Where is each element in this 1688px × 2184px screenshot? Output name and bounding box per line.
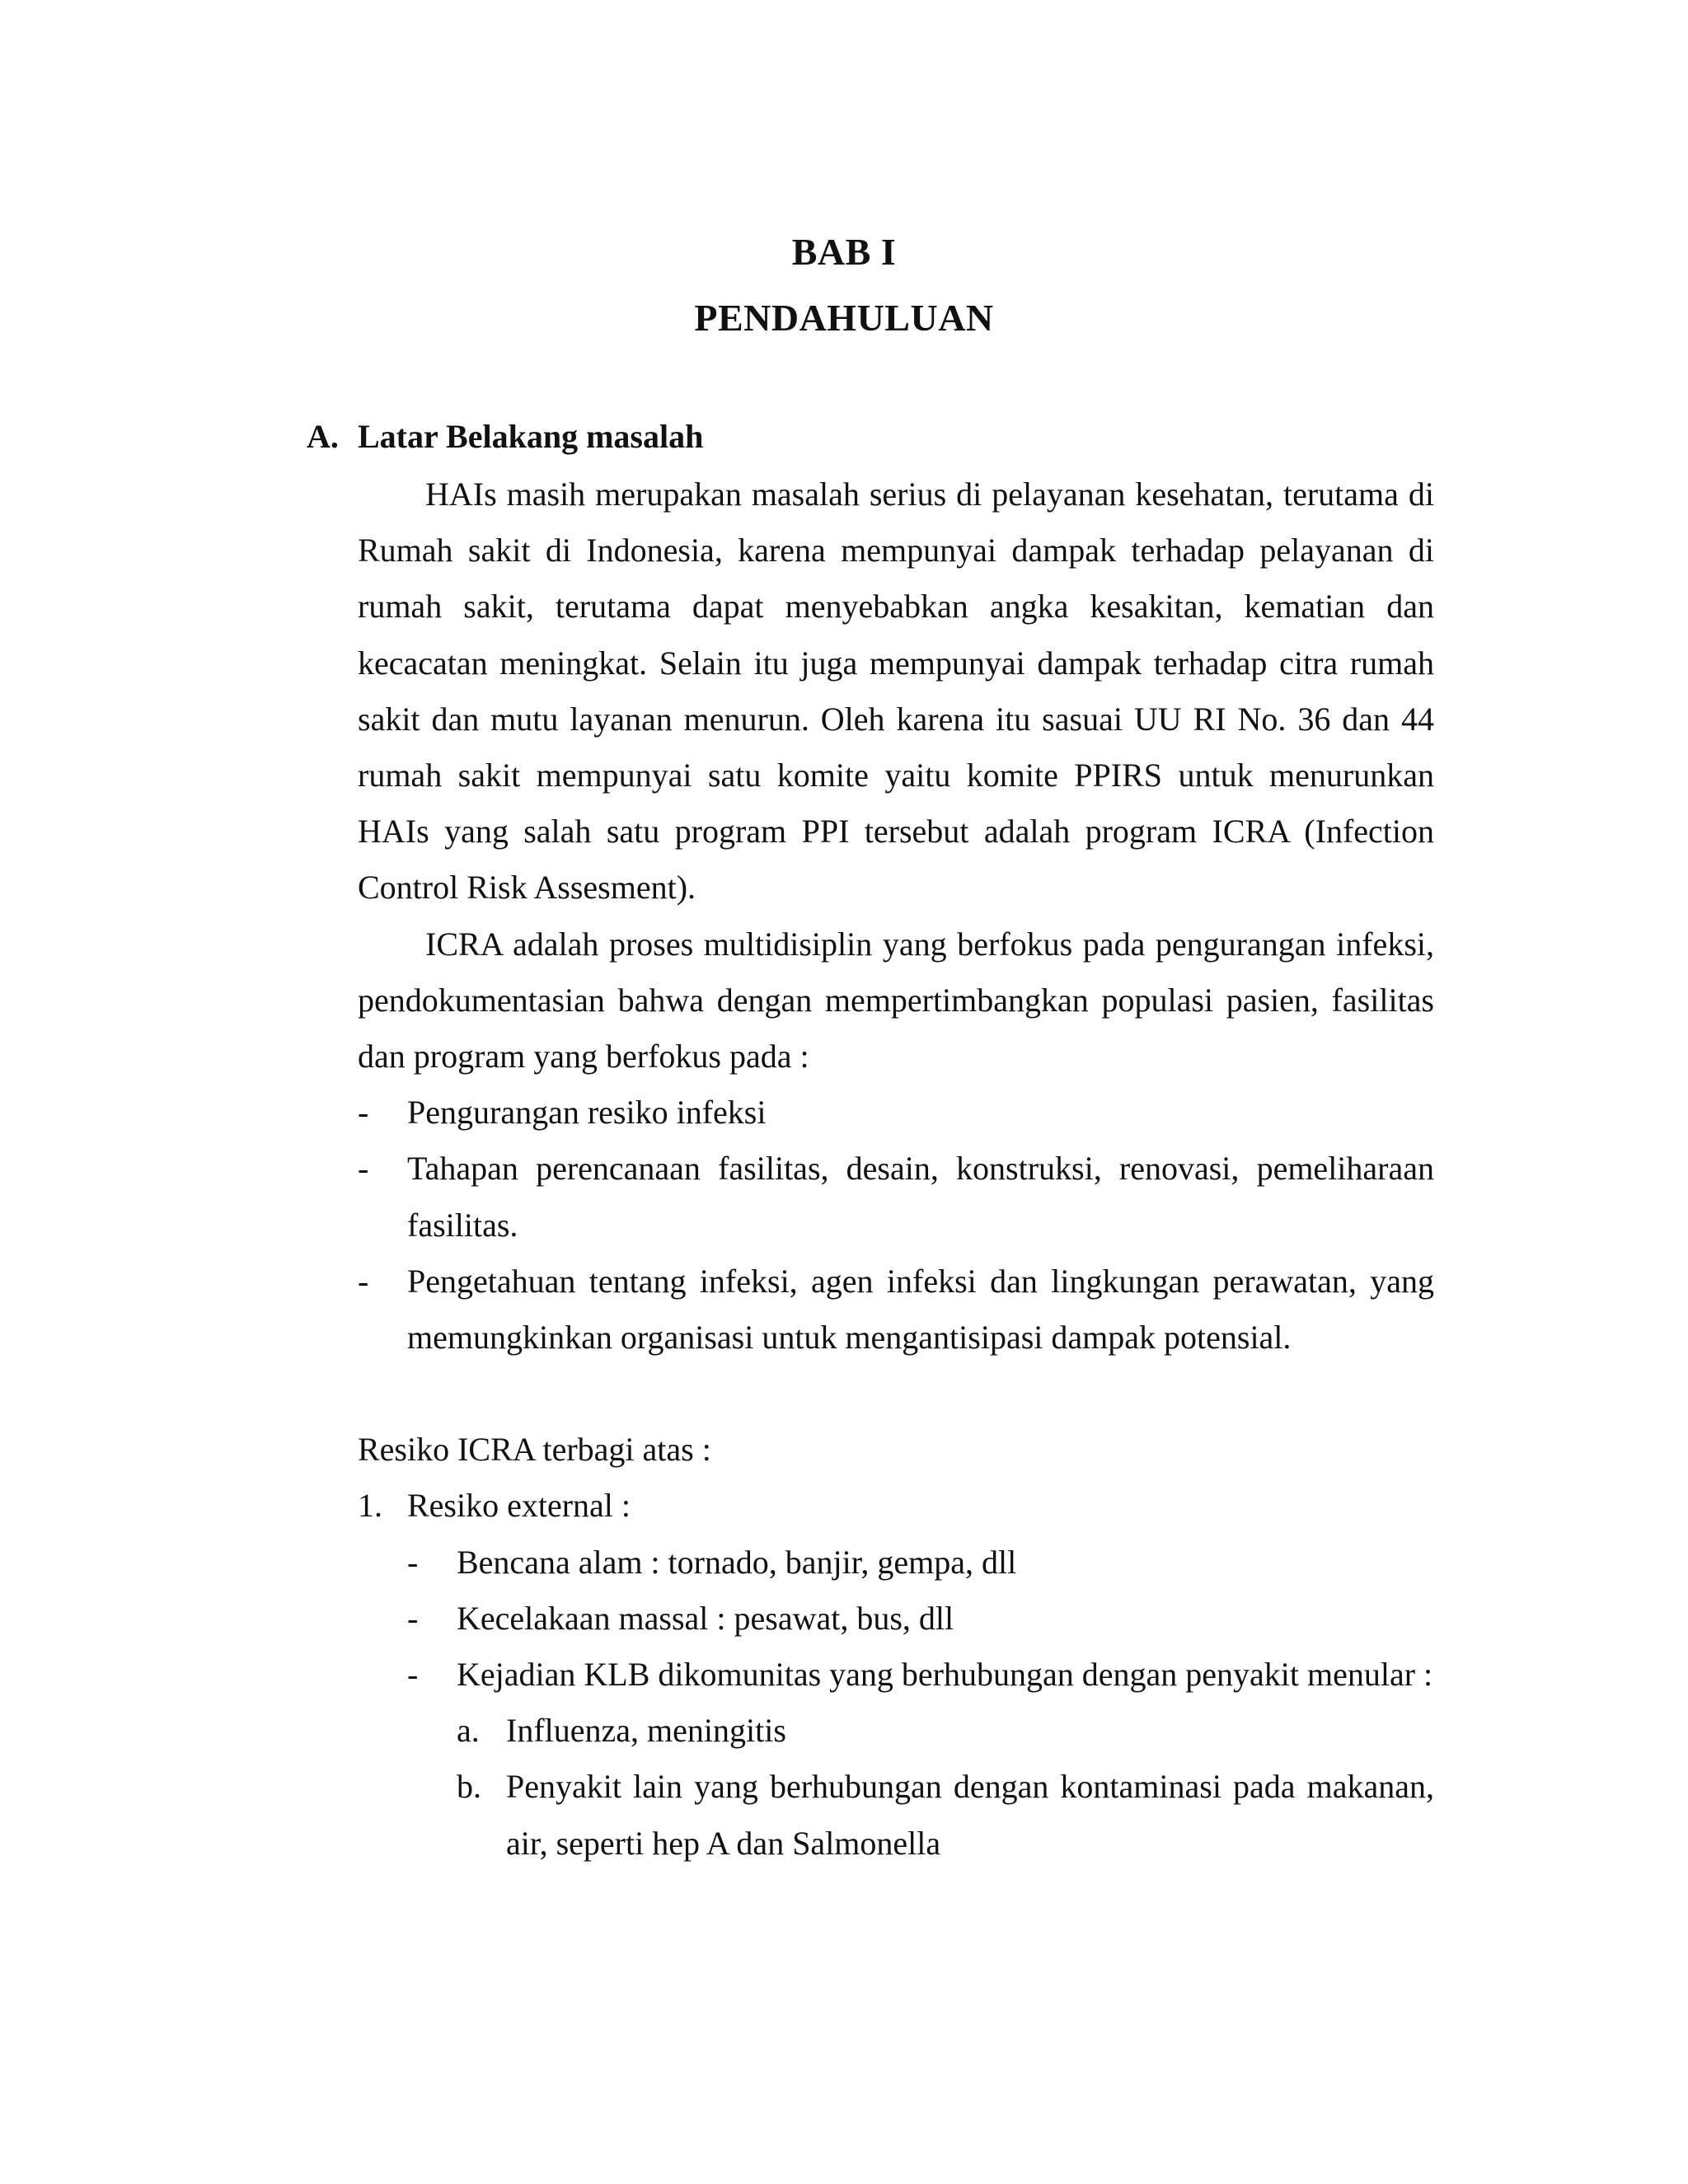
list-item-text: Kecelakaan massal : pesawat, bus, dll xyxy=(457,1599,954,1637)
list-marker: - xyxy=(407,1656,419,1694)
list-marker: a. xyxy=(457,1712,480,1750)
disease-list xyxy=(457,1703,1434,1872)
list-item xyxy=(358,1254,1434,1366)
list-marker: 1. xyxy=(358,1487,382,1525)
section-body xyxy=(358,466,1434,1872)
list-item xyxy=(407,1535,1434,1591)
list-item xyxy=(358,1141,1434,1253)
risk-list xyxy=(358,1478,1434,1871)
risk-intro: Resiko ICRA terbagi atas : xyxy=(358,1431,711,1469)
list-item xyxy=(457,1759,1434,1871)
blank-line xyxy=(358,1366,1434,1422)
list-marker: - xyxy=(407,1543,419,1581)
list-item xyxy=(358,1085,1434,1141)
list-item-text: Kejadian KLB dikomunitas yang berhubungan dengan penyakit menular : xyxy=(457,1656,1433,1694)
list-item xyxy=(457,1703,1434,1759)
section-letter: A. xyxy=(307,418,339,455)
list-item-text: Influenza, meningitis xyxy=(506,1712,786,1750)
chapter-number: BAB I xyxy=(791,231,897,273)
list-marker: - xyxy=(407,1599,419,1637)
list-marker: - xyxy=(358,1150,369,1188)
list-item-text: Pengetahuan tentang infeksi, agen infeksi dan lingkungan perawatan, yang memungkinkan organisasi untuk mengantisipasi dampak potensial. xyxy=(407,1262,1434,1357)
chapter-title: PENDAHULUAN xyxy=(694,297,994,339)
external-risk-list xyxy=(407,1535,1434,1872)
focus-list xyxy=(358,1085,1434,1366)
risk-item-external xyxy=(358,1478,1434,1871)
section-title-text: Latar Belakang masalah xyxy=(358,418,704,455)
list-item xyxy=(407,1647,1434,1872)
paragraph-icra: ICRA adalah proses multidisiplin yang berfokus pada pengurangan infeksi, pendokumentasian bahwa dengan mempertimbangkan populasi pasien, fasilitas dan program yang berfokus pada : xyxy=(358,925,1434,1076)
list-marker: b. xyxy=(457,1768,481,1806)
list-item-text: Bencana alam : tornado, banjir, gempa, dll xyxy=(457,1543,1017,1581)
list-item xyxy=(407,1591,1434,1647)
section-heading xyxy=(307,414,703,460)
list-item-text: Penyakit lain yang berhubungan dengan kontaminasi pada makanan, air, seperti hep A dan Salmonella xyxy=(506,1768,1434,1862)
risk-item-title: Resiko external : xyxy=(407,1487,631,1525)
list-marker: - xyxy=(358,1094,369,1132)
paragraph-hais: HAIs masih merupakan masalah serius di pelayanan kesehatan, terutama di Rumah sakit di Indonesia, karena mempunyai dampak terhadap pelayanan di rumah sakit, terutama dapat menyebabkan angka kesakitan, kematian dan kecacatan meningkat. Selain itu juga mempunyai dampak terhadap citra rumah sakit dan mutu layanan menurun. Oleh karena itu sasuai UU RI No. 36 dan 44 rumah sakit mempunyai satu komite yaitu komite PPIRS untuk menurunkan HAIs yang salah satu program PPI tersebut adalah program ICRA (Infection Control Risk Assesment). xyxy=(358,476,1434,907)
list-marker: - xyxy=(358,1262,369,1300)
list-item-text: Tahapan perencanaan fasilitas, desain, konstruksi, renovasi, pemeliharaan fasilitas. xyxy=(407,1150,1434,1244)
list-item-text: Pengurangan resiko infeksi xyxy=(407,1094,767,1132)
